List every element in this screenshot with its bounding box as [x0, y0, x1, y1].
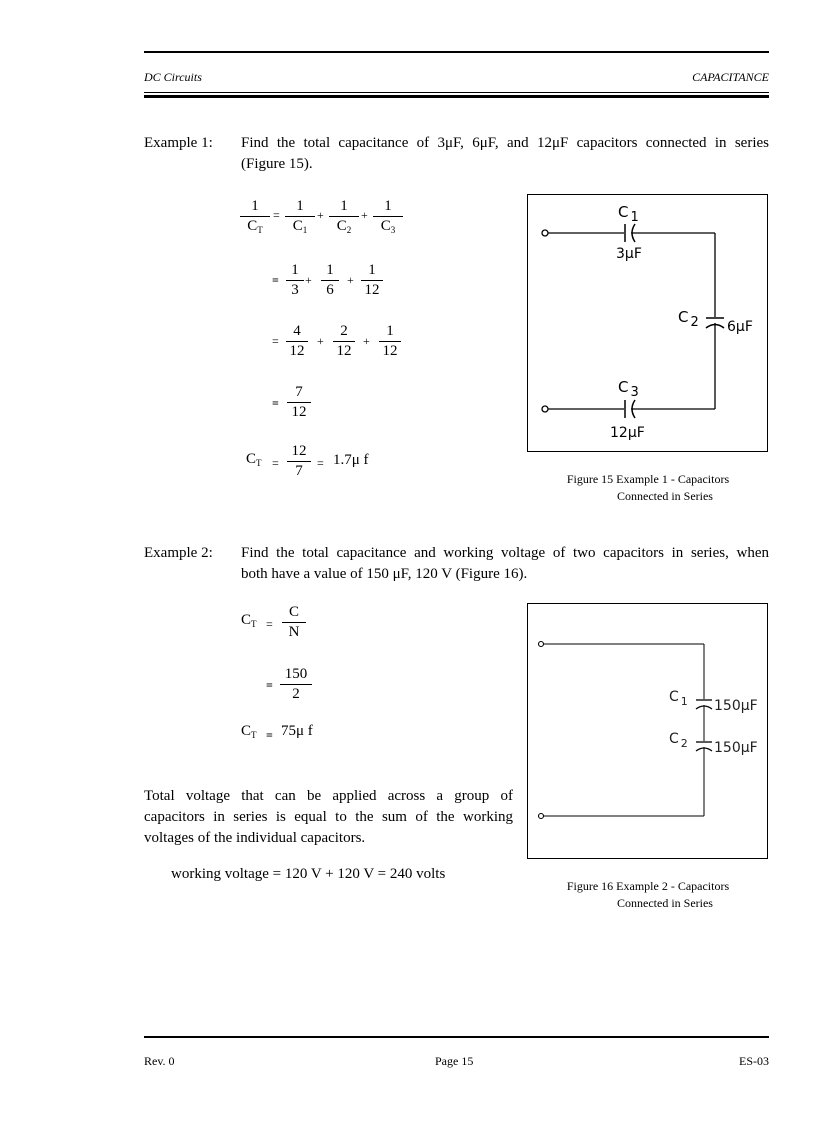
- header-bottom-rule: [144, 92, 769, 93]
- svg-text:C2: C $_2$: [669, 731, 688, 750]
- header-bottom-rule-thick: [144, 95, 769, 98]
- footer-rule: [144, 1036, 769, 1038]
- figure-15-circuit: [528, 195, 766, 450]
- figure-16-circuit: [528, 604, 766, 857]
- example2-text-line1: Find the total capacitance and working voltage of two capacitors in series, when: [241, 545, 769, 561]
- fig16-c2-value: 150μF: [714, 740, 758, 756]
- header-left: DC Circuits: [144, 70, 202, 84]
- working-voltage-formula: working voltage = 120 V + 120 V = 240 volts: [171, 866, 446, 882]
- example1-text-line1: Find the total capacitance of 3μF, 6μF, and 12μF capacitors connected in series: [241, 135, 769, 151]
- fig15-c3-label: C: [618, 378, 629, 396]
- fig15-c1-label: C: [618, 203, 629, 221]
- figure-16-caption: Figure 16 Example 2 - Capacitors Connected in Series: [566, 879, 730, 910]
- example1-label: Example 1:: [144, 135, 213, 151]
- header-top-rule: [144, 51, 769, 53]
- fig16-c1-label: C: [669, 689, 679, 705]
- fig16-c2-label: C: [669, 731, 679, 747]
- fig15-c1-value: 3μF: [616, 246, 642, 262]
- footer-page-number: Page 15: [435, 1054, 474, 1068]
- figure-15-caption: Figure 15 Example 1 - Capacitors Connected in Series: [566, 472, 730, 503]
- header-right: CAPACITANCE: [692, 70, 769, 84]
- fig16-c1-value: 150μF: [714, 698, 758, 714]
- example2-text-line2: both have a value of 150 μF, 120 V (Figure 16).: [241, 566, 528, 582]
- svg-text:C1: C $_1$: [669, 689, 688, 708]
- footer-revision: Rev. 0: [144, 1054, 175, 1068]
- fig15-c2-label: C: [678, 308, 689, 326]
- svg-text:C2: C 2: [678, 308, 699, 330]
- svg-text:C3: C 3: [618, 378, 639, 400]
- example1-text-line2: (Figure 15).: [241, 156, 313, 172]
- figure-15-box: [527, 194, 768, 452]
- svg-text:C1: C 1: [618, 203, 639, 225]
- footer-doc-id: ES-03: [739, 1054, 769, 1068]
- example2-label: Example 2:: [144, 545, 213, 561]
- voltage-paragraph: Total voltage that can be applied across a group of capacitors in series is equal to the sum of the working voltages of the individual capacitors.: [144, 788, 513, 846]
- fig15-c3-value: 12μF: [610, 425, 645, 441]
- figure-16-box: [527, 603, 768, 859]
- fig15-c2-value: 6μF: [727, 319, 753, 335]
